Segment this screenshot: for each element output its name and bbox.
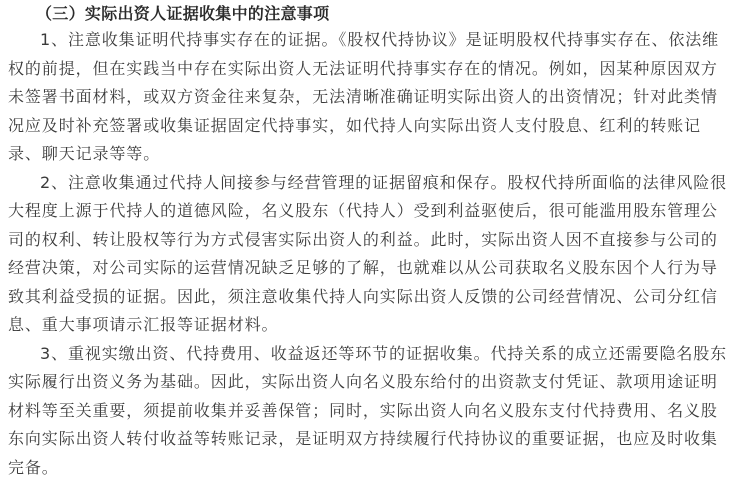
paragraph-line: 致其利益受损的证据。因此，须注意收集代持人向实际出资人反馈的公司经营情况、公司分红信 [8,283,730,312]
paragraph-line: 完备。 [8,454,730,482]
paragraph-line: 3、重视实缴出资、代持费用、收益返还等环节的证据收集。代持关系的成立还需要隐名股东 [8,340,730,369]
paragraph-line: 1、注意收集证明代持事实存在的证据。《股权代持协议》是证明股权代持事实存在、依法维 [8,26,730,55]
paragraph-line: 经营决策，对公司实际的运营情况缺乏足够的了解，也就难以从公司获取名义股东因个人行为导 [8,254,730,283]
paragraph-line: 东向实际出资人转付收益等转账记录，是证明双方持续履行代持协议的重要证据，也应及时收集 [8,425,730,454]
paragraph-2 [8,169,730,340]
article-body [8,2,730,482]
paragraph-line: 2、注意收集通过代持人间接参与经营管理的证据留痕和保存。股权代持所面临的法律风险很 [8,169,730,198]
section-heading: （三）实际出资人证据收集中的注意事项 [8,2,730,26]
paragraph-3 [8,340,730,482]
paragraph-line: 未签署书面材料，或双方资金往来复杂，无法清晰准确证明实际出资人的出资情况；针对此类情 [8,83,730,112]
paragraph-line: 权的前提，但在实践当中存在实际出资人无法证明代持事实存在的情况。例如，因某种原因双方 [8,55,730,84]
paragraph-line: 司的权利、转让股权等行为方式侵害实际出资人的利益。此时，实际出资人因不直接参与公司的 [8,226,730,255]
paragraph-1 [8,26,730,169]
paragraph-line: 息、重大事项请示汇报等证据材料。 [8,311,730,340]
paragraph-line: 况应及时补充签署或收集证据固定代持事实，如代持人向实际出资人支付股息、红利的转账记 [8,112,730,141]
paragraph-line: 材料等至关重要，须提前收集并妥善保管；同时，实际出资人向名义股东支付代持费用、名义股 [8,397,730,426]
paragraph-line: 实际履行出资义务为基础。因此，实际出资人向名义股东给付的出资款支付凭证、款项用途证明 [8,368,730,397]
paragraph-line: 大程度上源于代持人的道德风险，名义股东（代持人）受到利益驱使后，很可能滥用股东管理公 [8,197,730,226]
paragraph-line: 录、聊天记录等等。 [8,140,730,169]
